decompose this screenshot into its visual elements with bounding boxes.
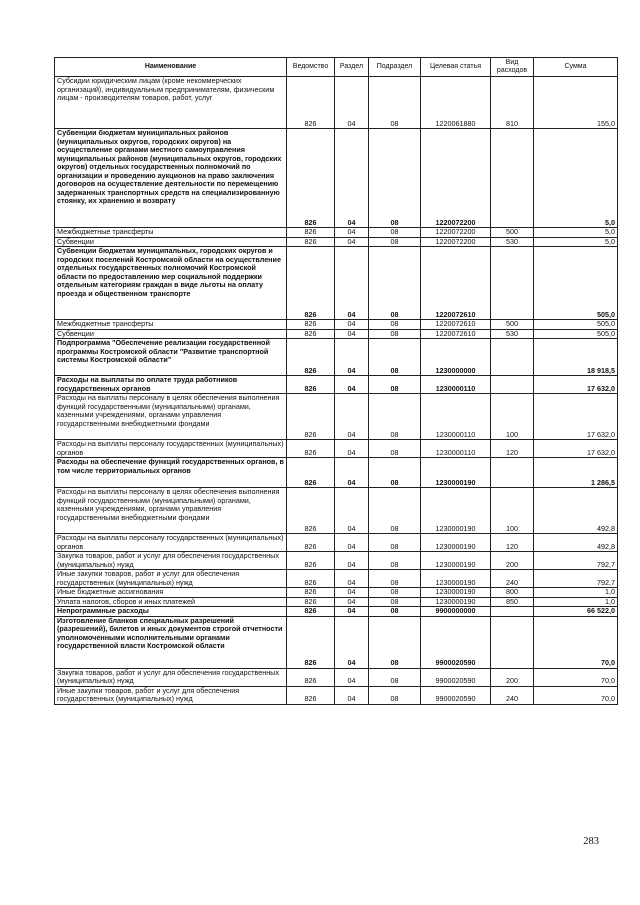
row-podrazdel: 08	[369, 552, 421, 570]
row-vedomstvo: 826	[287, 534, 335, 552]
row-razdel: 04	[335, 458, 369, 488]
row-vid-raskhodov: 120	[491, 440, 534, 458]
table-row	[55, 588, 618, 598]
row-vedomstvo: 826	[287, 394, 335, 440]
row-summa: 70,0	[534, 668, 618, 686]
row-vedomstvo: 826	[287, 237, 335, 247]
row-vedomstvo: 826	[287, 129, 335, 228]
row-summa: 492,8	[534, 488, 618, 534]
table-row	[55, 534, 618, 552]
row-podrazdel: 08	[369, 488, 421, 534]
table-row	[55, 237, 618, 247]
row-podrazdel: 08	[369, 668, 421, 686]
row-vedomstvo: 826	[287, 376, 335, 394]
row-name-text: Подпрограмма "Обеспечение реализации государственной программы Костромской области "Развитие транспортной системы Костромской области"	[57, 338, 270, 364]
row-name	[55, 458, 287, 488]
row-razdel: 04	[335, 616, 369, 668]
table-row	[55, 376, 618, 394]
row-celevaya-statya: 1230000190	[421, 552, 491, 570]
row-razdel: 04	[335, 329, 369, 339]
row-razdel: 04	[335, 534, 369, 552]
row-vedomstvo: 826	[287, 597, 335, 607]
row-name	[55, 570, 287, 588]
row-summa: 17 632,0	[534, 376, 618, 394]
table-row	[55, 616, 618, 668]
row-celevaya-statya: 1220072200	[421, 228, 491, 238]
table-row	[55, 570, 618, 588]
header-vedomstvo: Ведомство	[287, 58, 335, 77]
row-vid-raskhodov: 530	[491, 329, 534, 339]
row-name	[55, 440, 287, 458]
row-celevaya-statya: 1230000190	[421, 570, 491, 588]
table-row	[55, 668, 618, 686]
row-razdel: 04	[335, 686, 369, 704]
row-vedomstvo: 826	[287, 588, 335, 598]
table-row	[55, 686, 618, 704]
row-vid-raskhodov	[491, 339, 534, 376]
row-name-text: Расходы на выплаты персоналу государственных (муниципальных) органов	[57, 533, 284, 551]
row-razdel: 04	[335, 607, 369, 617]
row-name	[55, 77, 287, 129]
row-celevaya-statya: 9900000000	[421, 607, 491, 617]
row-summa: 66 522,0	[534, 607, 618, 617]
row-vedomstvo: 826	[287, 616, 335, 668]
row-razdel: 04	[335, 552, 369, 570]
row-name-text: Субвенции	[57, 329, 94, 338]
row-podrazdel: 08	[369, 458, 421, 488]
row-summa: 505,0	[534, 329, 618, 339]
row-vid-raskhodov: 500	[491, 228, 534, 238]
row-razdel: 04	[335, 77, 369, 129]
row-podrazdel: 08	[369, 228, 421, 238]
row-name-text: Межбюджетные трансферты	[57, 319, 154, 328]
row-celevaya-statya: 1220072610	[421, 329, 491, 339]
row-name	[55, 488, 287, 534]
row-razdel: 04	[335, 247, 369, 320]
row-vid-raskhodov: 100	[491, 394, 534, 440]
row-summa: 792,7	[534, 552, 618, 570]
header-name: Наименование	[55, 58, 287, 77]
row-celevaya-statya: 9900020590	[421, 668, 491, 686]
row-vedomstvo: 826	[287, 570, 335, 588]
row-podrazdel: 08	[369, 394, 421, 440]
row-vid-raskhodov	[491, 129, 534, 228]
table-row	[55, 607, 618, 617]
row-name	[55, 228, 287, 238]
row-name-text: Иные бюджетные ассигнования	[57, 587, 164, 596]
table-row	[55, 394, 618, 440]
row-razdel: 04	[335, 339, 369, 376]
row-razdel: 04	[335, 668, 369, 686]
row-podrazdel: 08	[369, 247, 421, 320]
row-vid-raskhodov: 810	[491, 77, 534, 129]
row-celevaya-statya: 1230000190	[421, 597, 491, 607]
row-name-text: Субвенции	[57, 237, 94, 246]
row-razdel: 04	[335, 320, 369, 330]
row-vid-raskhodov: 530	[491, 237, 534, 247]
row-summa: 1 286,5	[534, 458, 618, 488]
row-celevaya-statya: 1230000190	[421, 458, 491, 488]
table-row	[55, 458, 618, 488]
row-vid-raskhodov: 240	[491, 686, 534, 704]
table-row	[55, 320, 618, 330]
row-celevaya-statya: 1230000110	[421, 440, 491, 458]
row-vedomstvo: 826	[287, 458, 335, 488]
row-vid-raskhodov	[491, 616, 534, 668]
row-podrazdel: 08	[369, 376, 421, 394]
row-summa: 792,7	[534, 570, 618, 588]
row-summa: 1,0	[534, 597, 618, 607]
row-name-text: Иные закупки товаров, работ и услуг для обеспечения государственных (муниципальных) нужд	[57, 569, 240, 587]
table-row	[55, 440, 618, 458]
table-row	[55, 339, 618, 376]
row-vedomstvo: 826	[287, 339, 335, 376]
page-number: 283	[583, 836, 599, 847]
row-razdel: 04	[335, 237, 369, 247]
row-vid-raskhodov: 120	[491, 534, 534, 552]
row-podrazdel: 08	[369, 607, 421, 617]
row-vedomstvo: 826	[287, 320, 335, 330]
table-row	[55, 247, 618, 320]
row-summa: 5,0	[534, 129, 618, 228]
row-name	[55, 588, 287, 598]
row-name-text: Расходы на выплаты персоналу в целях обеспечения выполнения функций государственными (муниципальными) органами, казенными учреждениями, органами управления государственными внебюджетными фондами	[57, 393, 280, 428]
row-name-text: Межбюджетные трансферты	[57, 227, 154, 236]
row-razdel: 04	[335, 376, 369, 394]
row-vedomstvo: 826	[287, 440, 335, 458]
row-celevaya-statya: 1230000190	[421, 534, 491, 552]
row-name-text: Расходы на выплаты по оплате труда работников государственных органов	[57, 375, 238, 393]
row-summa: 5,0	[534, 237, 618, 247]
row-name	[55, 394, 287, 440]
row-vid-raskhodov	[491, 376, 534, 394]
row-vid-raskhodov	[491, 458, 534, 488]
table-row	[55, 488, 618, 534]
row-podrazdel: 08	[369, 597, 421, 607]
row-podrazdel: 08	[369, 129, 421, 228]
row-podrazdel: 08	[369, 77, 421, 129]
row-name-text: Закупка товаров, работ и услуг для обеспечения государственных (муниципальных) нужд	[57, 551, 279, 569]
row-summa: 18 918,5	[534, 339, 618, 376]
row-summa: 70,0	[534, 686, 618, 704]
row-summa: 505,0	[534, 247, 618, 320]
row-podrazdel: 08	[369, 339, 421, 376]
table-row	[55, 597, 618, 607]
row-name	[55, 376, 287, 394]
row-vedomstvo: 826	[287, 552, 335, 570]
row-vedomstvo: 826	[287, 77, 335, 129]
table-row	[55, 329, 618, 339]
row-vid-raskhodov: 800	[491, 588, 534, 598]
row-vedomstvo: 826	[287, 488, 335, 534]
row-name-text: Расходы на выплаты персоналу в целях обеспечения выполнения функций государственными (муниципальными) органами, казенными учреждениями, органами управления государственными внебюджетными фондами	[57, 487, 280, 522]
row-name-text: Расходы на выплаты персоналу государственных (муниципальных) органов	[57, 439, 284, 457]
header-podrazdel: Подраздел	[369, 58, 421, 77]
row-name-text: Расходы на обеспечение функций государственных органов, в том числе территориальных органов	[57, 457, 284, 475]
row-vid-raskhodov: 240	[491, 570, 534, 588]
row-celevaya-statya: 1230000190	[421, 488, 491, 534]
row-celevaya-statya: 1220072610	[421, 320, 491, 330]
row-summa: 155,0	[534, 77, 618, 129]
row-podrazdel: 08	[369, 686, 421, 704]
row-name	[55, 534, 287, 552]
table-header-row	[55, 58, 618, 77]
row-summa: 17 632,0	[534, 440, 618, 458]
row-razdel: 04	[335, 228, 369, 238]
row-summa: 1,0	[534, 588, 618, 598]
row-podrazdel: 08	[369, 440, 421, 458]
row-name	[55, 247, 287, 320]
row-summa: 70,0	[534, 616, 618, 668]
row-name	[55, 616, 287, 668]
row-vid-raskhodov: 100	[491, 488, 534, 534]
row-vid-raskhodov	[491, 607, 534, 617]
row-name-text: Субвенции бюджетам муниципальных, городских округов и городских поселений Костромской области на осуществление отдельных государственных полномочий Костромской области по предоставлению мер социальной поддержки отдельным категориям граждан в виде льготы на оплату проезда и общественном транспорте	[57, 246, 281, 298]
row-razdel: 04	[335, 488, 369, 534]
row-summa: 492,8	[534, 534, 618, 552]
row-razdel: 04	[335, 394, 369, 440]
row-celevaya-statya: 1230000110	[421, 394, 491, 440]
row-name	[55, 668, 287, 686]
row-vedomstvo: 826	[287, 329, 335, 339]
header-summa: Сумма	[534, 58, 618, 77]
row-name-text: Изготовление бланков специальных разрешений (разрешений), билетов и иных документов строгой отчетности уполномоченными исполнительными органами государственной власти Костромской области	[57, 616, 283, 650]
row-summa: 17 632,0	[534, 394, 618, 440]
row-vid-raskhodov: 200	[491, 552, 534, 570]
budget-table	[54, 57, 618, 705]
row-razdel: 04	[335, 570, 369, 588]
row-name	[55, 320, 287, 330]
row-celevaya-statya: 9900020590	[421, 616, 491, 668]
row-name	[55, 237, 287, 247]
row-podrazdel: 08	[369, 570, 421, 588]
row-razdel: 04	[335, 129, 369, 228]
row-name	[55, 686, 287, 704]
row-celevaya-statya: 1220072200	[421, 237, 491, 247]
row-celevaya-statya: 1230000190	[421, 588, 491, 598]
row-vid-raskhodov: 200	[491, 668, 534, 686]
row-name	[55, 552, 287, 570]
table-body	[55, 77, 618, 705]
row-name-text: Субвенции бюджетам муниципальных районов (муниципальных округов, городских округов) на осуществление органами местного самоуправления муниципальных районов (муниципальных округов, городских округов) отдельных государственных полномочий по организации и проведению аукционов на право заключения договоров на осуществление деятельности по перемещению задержанных транспортных средств на специализированную стоянку, их хранению и возврату	[57, 128, 282, 205]
row-vid-raskhodov: 500	[491, 320, 534, 330]
header-vid: Вид расходов	[491, 58, 534, 77]
row-celevaya-statya: 1220061880	[421, 77, 491, 129]
row-name-text: Субсидии юридическим лицам (кроме некоммерческих организаций), индивидуальным предпринимателям, физическим лицам - производителям товаров, работ, услуг	[57, 76, 275, 102]
table-row	[55, 228, 618, 238]
row-celevaya-statya: 1220072610	[421, 247, 491, 320]
row-name-text: Иные закупки товаров, работ и услуг для обеспечения государственных (муниципальных) нужд	[57, 686, 240, 703]
row-podrazdel: 08	[369, 534, 421, 552]
row-vedomstvo: 826	[287, 686, 335, 704]
row-name	[55, 129, 287, 228]
row-celevaya-statya: 1230000110	[421, 376, 491, 394]
row-vedomstvo: 826	[287, 247, 335, 320]
row-vid-raskhodov: 850	[491, 597, 534, 607]
table-row	[55, 77, 618, 129]
row-name	[55, 607, 287, 617]
row-summa: 505,0	[534, 320, 618, 330]
row-celevaya-statya: 9900020590	[421, 686, 491, 704]
row-celevaya-statya: 1230000000	[421, 339, 491, 376]
header-razdel: Раздел	[335, 58, 369, 77]
row-vedomstvo: 826	[287, 607, 335, 617]
row-vedomstvo: 826	[287, 668, 335, 686]
row-vedomstvo: 826	[287, 228, 335, 238]
row-celevaya-statya: 1220072200	[421, 129, 491, 228]
row-name-text: Закупка товаров, работ и услуг для обеспечения государственных (муниципальных) нужд	[57, 668, 279, 685]
row-name	[55, 329, 287, 339]
row-razdel: 04	[335, 440, 369, 458]
row-name-text: Уплата налогов, сборов и иных платежей	[57, 597, 196, 606]
row-podrazdel: 08	[369, 237, 421, 247]
row-name-text: Непрограммные расходы	[57, 606, 149, 615]
row-podrazdel: 08	[369, 329, 421, 339]
row-name	[55, 339, 287, 376]
table-row	[55, 552, 618, 570]
row-podrazdel: 08	[369, 320, 421, 330]
table-row	[55, 129, 618, 228]
row-vid-raskhodov	[491, 247, 534, 320]
row-name	[55, 597, 287, 607]
row-podrazdel: 08	[369, 588, 421, 598]
row-razdel: 04	[335, 597, 369, 607]
header-celevaya: Целевая статья	[421, 58, 491, 77]
row-razdel: 04	[335, 588, 369, 598]
row-podrazdel: 08	[369, 616, 421, 668]
row-summa: 5,0	[534, 228, 618, 238]
